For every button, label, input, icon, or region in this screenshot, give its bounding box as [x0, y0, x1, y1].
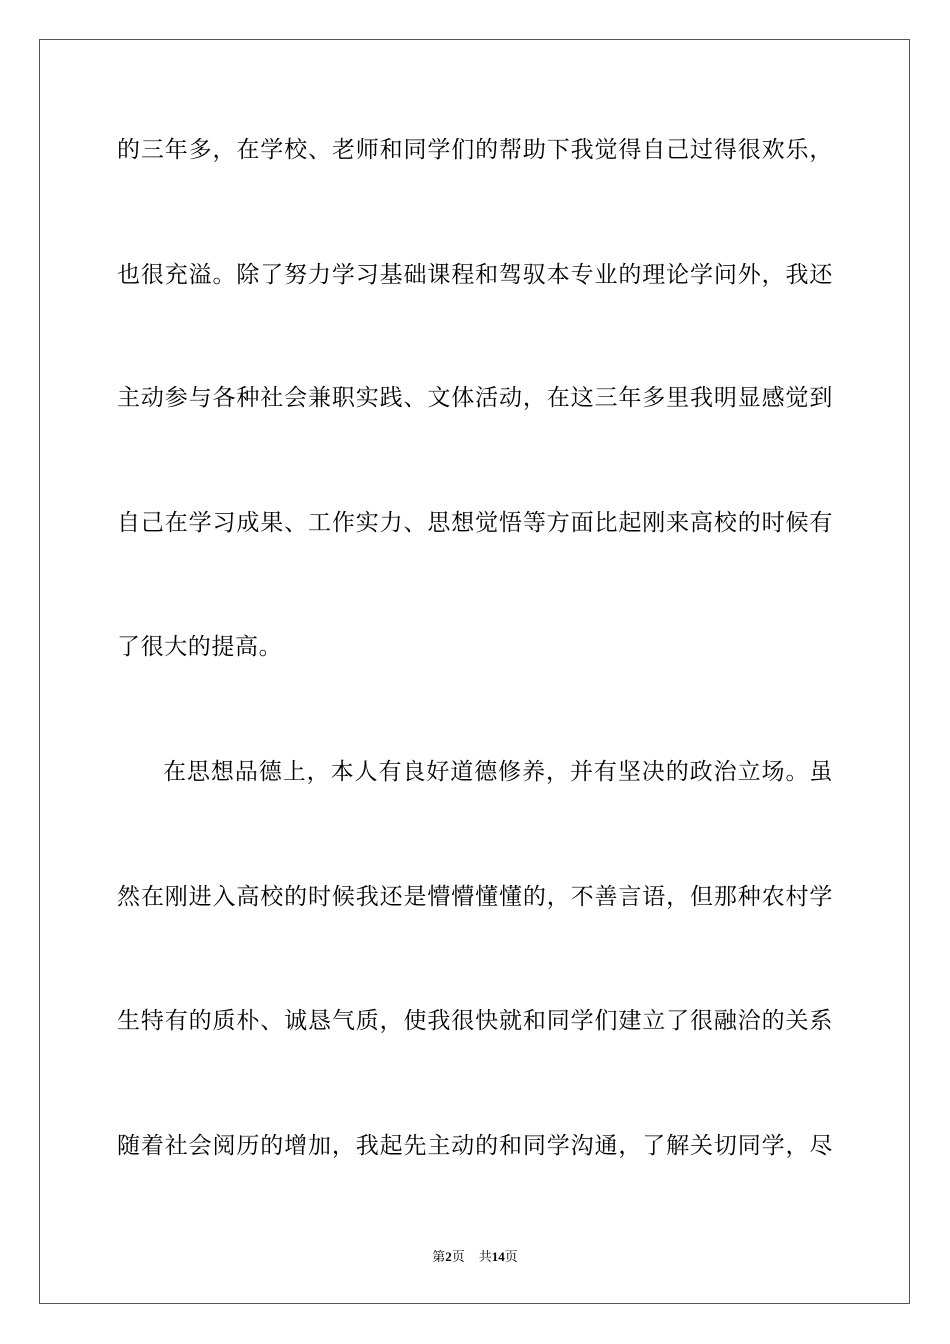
text-line-5: 了很大的提高。	[117, 634, 283, 660]
page-suffix: 页	[451, 1249, 465, 1264]
text-line-3: 主动参与各种社会兼职实践、文体活动，在这三年多里我明显感觉到	[117, 385, 833, 411]
text-line-1: 的三年多，在学校、老师和同学们的帮助下我觉得自己过得很欢乐，	[117, 137, 833, 163]
page-number: 2	[445, 1249, 452, 1264]
page-border	[39, 39, 910, 1304]
total-suffix: 页	[504, 1249, 518, 1264]
text-line-4: 自己在学习成果、工作实力、思想觉悟等方面比起刚来高校的时候有	[117, 510, 833, 536]
text-line-2: 也很充溢。除了努力学习基础课程和驾驭本专业的理论学问外，我还	[117, 262, 833, 288]
page-prefix: 第	[432, 1249, 446, 1264]
page-footer	[0, 1249, 950, 1265]
total-pages: 14	[491, 1249, 505, 1264]
total-prefix: 共	[478, 1249, 492, 1264]
text-line-8: 生特有的质朴、诚恳气质，使我很快就和同学们建立了很融洽的关系	[117, 1008, 833, 1034]
text-line-7: 然在刚进入高校的时候我还是懵懵懂懂的，不善言语，但那种农村学	[117, 884, 833, 910]
text-line-9: 随着社会阅历的增加，我起先主动的和同学沟通，了解关切同学，尽	[117, 1133, 833, 1159]
paragraph-start-line: 在思想品德上，本人有良好道德修养，并有坚决的政治立场。虽	[163, 759, 833, 785]
